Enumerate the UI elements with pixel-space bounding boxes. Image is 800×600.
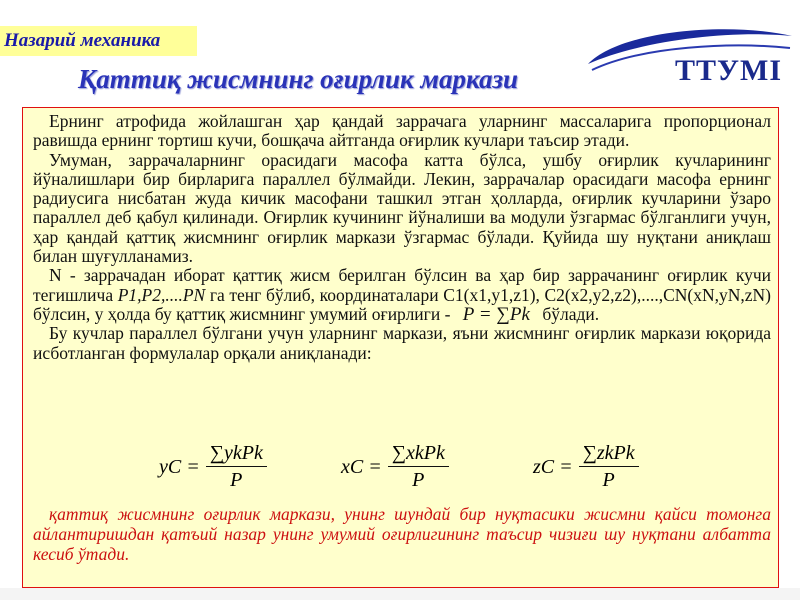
forces-list: P1,P2,....PN xyxy=(117,284,206,305)
paragraph-3-part-c: бўлсин, у ҳолда бу қаттиқ жисмнинг умумий оғирлиги - xyxy=(33,303,451,324)
total-weight-formula: P = ∑Pk xyxy=(462,303,530,325)
formula-x-numerator: ∑xkPk xyxy=(388,442,449,467)
paragraph-3-part-a: N - заррачадан иборат қаттиқ жисм берилган бўлсин ва ҳар бир заррачанинг оғирлик кучи тегишлича xyxy=(33,265,771,305)
formula-z-lhs: zC xyxy=(533,455,555,478)
conclusion-paragraph: қаттиқ жисмнинг оғирлик маркази, унинг шундай бир нуқтасики жисмни қайси томонга айлантиришдан қатъий назар унинг умумий оғирлигининг таъсир чизиғи шу нуқтани албатта кесиб ўтади. xyxy=(33,504,771,564)
formula-y-denominator: P xyxy=(230,469,243,491)
center-of-gravity-formulas xyxy=(23,442,780,498)
content-panel xyxy=(22,107,779,588)
paragraph-3-part-d: бўлади. xyxy=(542,303,600,324)
paragraph-2: Умуман, заррачаларнинг орасидаги масофа катта бўлса, ушбу оғирлик кучларининг йўналишлари бир бирларига параллел бўлмайди. Лекин, заррачалар орасидаги масофа ернинг радиусига нисбатан жуда кичик масофани ташкил этган ҳолларда, оғирлик кучларини ўзаро параллел деб қабул қилинади. Оғирлик кучининг йўналиши ва модули ўзгармас бўлганлиги учун, ҳар қандай қаттиқ жисмнинг оғирлик маркази ўзгармас бўлади. Қуйида шу нуқтани аниқлаш билан шуғулланамиз. xyxy=(33,149,771,267)
formula-z: zC = $\frac{\text{∑zkPk}}{P}$ xyxy=(533,442,639,492)
paragraph-1: Ернинг атрофида жойлашган ҳар қандай заррачага уларнинг массаларига пропорционал равишда ернинг тортиш кучи, бошқача айтганда оғирлик кучлари таъсир этади. xyxy=(33,111,771,151)
body-text xyxy=(33,112,771,363)
ttumi-logo xyxy=(582,24,796,87)
formula-z-denominator: P xyxy=(602,469,615,491)
bottom-bar xyxy=(0,588,800,600)
page-title: Қаттиқ жисмнинг оғирлик маркази xyxy=(78,64,519,94)
formula-x-lhs: xC xyxy=(341,455,364,478)
section-label: Назарий механика xyxy=(0,26,197,56)
paragraph-4: Бу кучлар параллел бўлгани учун уларнинг маркази, яъни жисмнинг оғирлик маркази юқорида исботланган формулалар орқали аниқланади: xyxy=(33,323,771,363)
formula-y-numerator: ∑ykPk xyxy=(206,442,267,467)
paragraph-3-part-b: га тенг бўлиб, координаталари xyxy=(209,284,439,305)
paragraph-3 xyxy=(33,266,771,324)
formula-y: yC = $\frac{\text{∑ykPk}}{P}$ xyxy=(159,442,267,492)
formula-z-numerator: ∑zkPk xyxy=(579,442,639,467)
formula-x: xC = $\frac{\text{∑xkPk}}{P}$ xyxy=(341,442,449,492)
formula-x-denominator: P xyxy=(412,469,425,491)
conclusion-text xyxy=(33,504,771,564)
coordinates-list: C1(x1,y1,z1), C2(x2,y2,z2),....,CN(xN,yN,zN) xyxy=(443,284,772,305)
formula-y-lhs: yC xyxy=(159,455,182,478)
logo-text: ТТУМI xyxy=(674,54,782,87)
